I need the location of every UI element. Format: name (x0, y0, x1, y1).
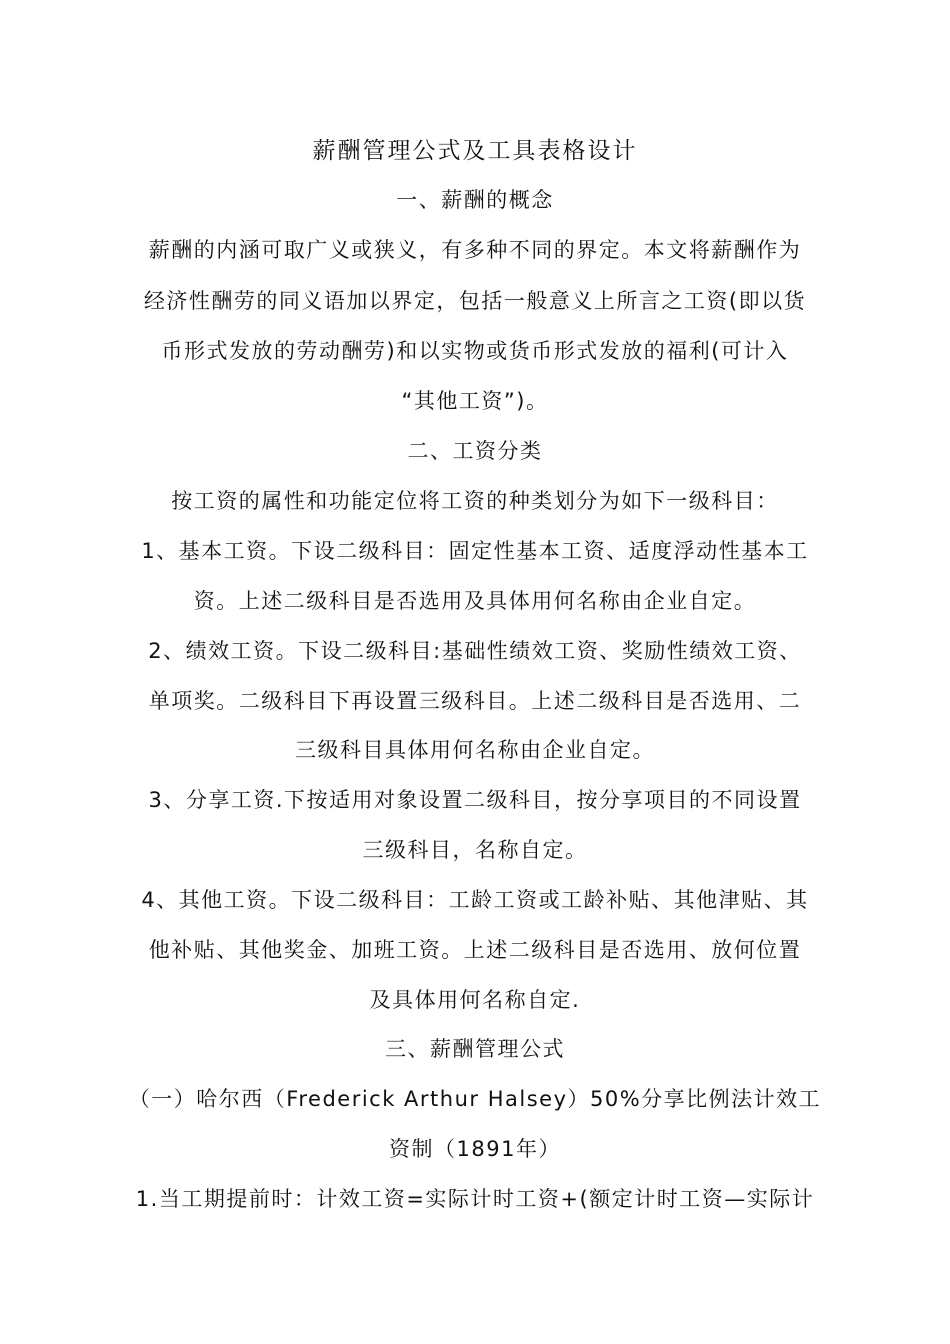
section-heading-formulas: 三、薪酬管理公式 (385, 1037, 565, 1061)
section-heading-wage-types: 二、工资分类 (407, 439, 543, 463)
list-item-line: 他补贴、其他奖金、加班工资。上述二级科目是否选用、放何位置 (148, 938, 802, 962)
paragraph-line: 按工资的属性和功能定位将工资的种类划分为如下一级科目： (171, 489, 779, 513)
document-title: 薪酬管理公式及工具表格设计 (312, 138, 638, 164)
subsection-heading: 资制（1891年） (389, 1137, 561, 1161)
formula-line: 1.当工期提前时：计效工资=实际计时工资+(额定计时工资—实际计 (135, 1187, 815, 1211)
list-item-line: 1、基本工资。下设二级科目：固定性基本工资、适度浮动性基本工 (141, 539, 809, 563)
list-item-line: 三级科目，名称自定。 (362, 838, 588, 862)
paragraph-line: 经济性酬劳的同义语加以界定，包括一般意义上所言之工资(即以货 (143, 289, 807, 313)
paragraph-line: 薪酬的内涵可取广义或狭义，有多种不同的界定。本文将薪酬作为 (148, 238, 802, 262)
section-heading-concept: 一、薪酬的概念 (396, 188, 554, 212)
list-item-line: 及具体用何名称自定. (369, 988, 581, 1012)
list-item-line: 3、分享工资.下按适用对象设置二级科目，按分享项目的不同设置 (148, 788, 802, 812)
list-item-line: 资。上述二级科目是否选用及具体用何名称由企业自定。 (193, 589, 757, 613)
list-item-line: 三级科目具体用何名称由企业自定。 (295, 738, 655, 762)
list-item-line: 单项奖。二级科目下再设置三级科目。上述二级科目是否选用、二 (148, 689, 802, 713)
list-item-line: 2、绩效工资。下设二级科目:基础性绩效工资、奖励性绩效工资、 (148, 639, 802, 663)
list-item-line: 4、其他工资。下设二级科目：工龄工资或工龄补贴、其他津贴、其 (141, 888, 809, 912)
subsection-heading: （一）哈尔西（Frederick Arthur Halsey）50%分享比例法计效工 (128, 1087, 822, 1111)
paragraph-line: 币形式发放的劳动酬劳)和以实物或货币形式发放的福利(可计入 (161, 339, 789, 363)
paragraph-line: “其他工资”)。 (401, 389, 549, 413)
